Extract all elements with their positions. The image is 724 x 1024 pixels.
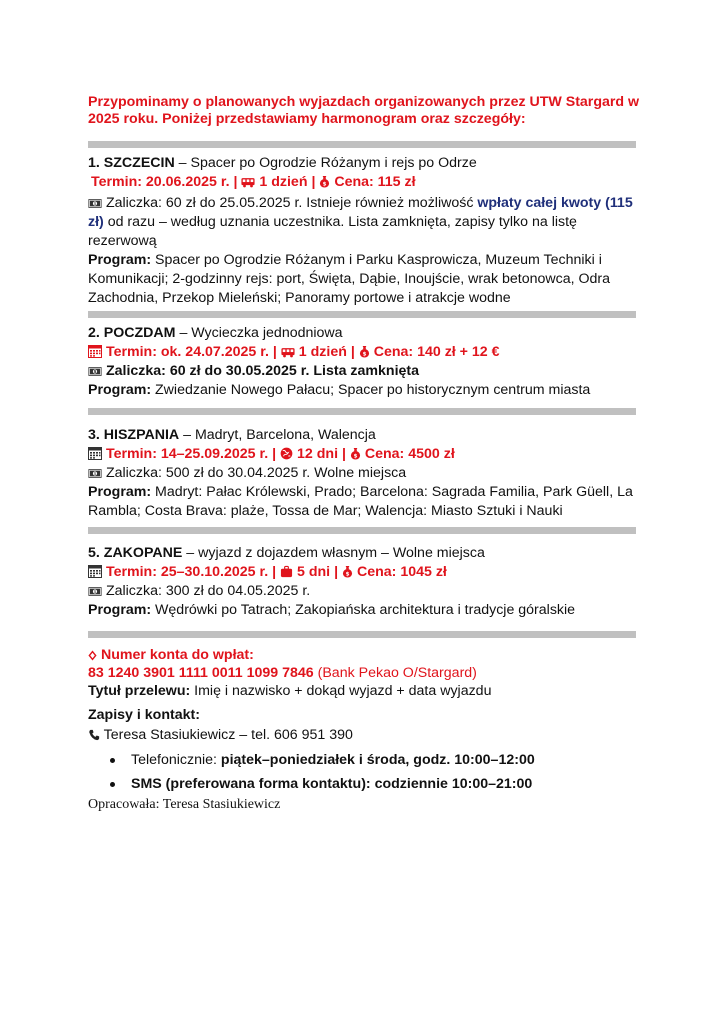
section-separator [88,527,636,534]
moneybag-icon [359,345,370,358]
separator-text: | [334,564,339,580]
deposit-highlight: wpłaty całej kwoty (115 zł) [88,195,633,230]
payment-and-contact [88,646,640,796]
separator-text: | [272,564,277,580]
bus-icon [281,347,295,358]
program-label: Program: [88,602,152,618]
diamond-icon [88,650,97,661]
luggage-icon [280,565,293,578]
contact-options-list [88,748,640,796]
section-separator [88,408,636,415]
list-item [88,772,640,796]
list-item [88,748,640,772]
trip-subtitle: – Wycieczka jednodniowa [175,325,343,341]
separator-text: | [272,446,277,462]
trip-title: 5. ZAKOPANE [88,545,183,561]
trip-deposit: Zaliczka: 60 zł do 30.05.2025 r. Lista zamknięta [105,363,420,379]
trip-deposit: Zaliczka: 300 zł do 04.05.2025 r. [102,583,311,599]
account-number: 83 1240 3901 1111 0011 1099 7846 [88,665,314,681]
transfer-title-label: Tytuł przelewu: [88,683,191,699]
program-label: Program: [88,382,152,398]
trip-program: Spacer po Ogrodzie Różanym i Parku Kasprowicza, Muzeum Techniki i Komunikacji; 2-godzinny rejs: port, Święta, Dąbie, Inoujście, wrak betonowca, Odra Zachodnia, Przekop Mieleński; Panoramy portowe i atrakcje wodne [88,252,611,306]
sms-contact: SMS (preferowana forma kontaktu): codziennie 10:00–21:00 [131,776,533,792]
author-note: Opracowała: Teresa Stasiukiewicz [88,797,281,812]
separator-text: | [350,344,355,360]
trip-term: Termin: 20.06.2025 r. [91,174,230,190]
program-label: Program: [88,252,152,268]
trip-price: Cena: 4500 zł [364,446,455,462]
contact-heading: Zapisy i kontakt: [88,707,200,723]
calendar-icon [88,446,102,460]
trip-poczdam [88,324,640,400]
program-label: Program: [88,484,152,500]
trip-hiszpania [88,426,640,521]
cash-icon [88,468,102,479]
trip-term: Termin: 14–25.09.2025 r. [105,446,269,462]
moneybag-icon [342,565,353,578]
transfer-title-text: Imię i nazwisko + dokąd wyjazd + data wyjazdu [190,683,492,699]
trip-deposit: Zaliczka: 500 zł do 30.04.2025 r. Wolne miejsca [102,465,407,481]
trip-title: 3. HISZPANIA [88,427,180,443]
trip-term: Termin: 25–30.10.2025 r. [105,564,269,580]
trip-subtitle: – Spacer po Ogrodzie Różanym i rejs po Odrze [174,155,477,171]
trip-subtitle: – Madryt, Barcelona, Walencja [179,427,376,443]
cash-icon [88,586,102,597]
trip-program: Zwiedzanie Nowego Pałacu; Spacer po historycznym centrum miasta [151,382,591,398]
bank-name: (Bank Pekao O/Stargard) [313,665,477,681]
separator-text: | [311,174,316,190]
trip-program: Madryt: Pałac Królewski, Prado; Barcelona: Sagrada Familia, Park Güell, La Rambla; Costa Brava: plaże, Tossa de Mar; Walencja: Miasto Sztuki i Nauki [88,484,633,519]
section-separator [88,631,636,638]
trip-price: Cena: 1045 zł [356,564,447,580]
trip-duration: 1 dzień [259,174,308,190]
trip-duration: 12 dni [297,446,339,462]
trip-price: Cena: 115 zł [334,174,416,190]
cash-icon [88,198,102,209]
contact-person: Teresa Stasiukiewicz – tel. 606 951 390 [100,727,353,743]
section-separator [88,311,636,318]
moneybag-icon [319,175,330,188]
separator-text: | [272,344,277,360]
trip-deposit: Zaliczka: 60 zł do 25.05.2025 r. Istnieje również możliwość [102,195,478,211]
moneybag-icon [350,447,361,460]
trip-title: 1. SZCZECIN [88,155,175,171]
account-label: Numer konta do wpłat: [97,647,254,663]
calendar-icon [88,344,102,358]
deposit-tail: od razu – według uznania uczestnika. Lista zamknięta, zapisy tylko na listę rezerwową [88,214,577,249]
trip-term: Termin: ok. 24.07.2025 r. [105,344,269,360]
trip-program: Wędrówki po Tatrach; Zakopiańska architektura i tradycje góralskie [151,602,576,618]
separator-text: | [341,446,346,462]
separator-text: | [233,174,238,190]
phone-icon [88,729,100,741]
cash-icon [88,366,102,377]
trip-price: Cena: 140 zł + 12 € [373,344,500,360]
intro-text: Przypominamy o planowanych wyjazdach organizowanych przez UTW Stargard w 2025 roku. Poniżej przedstawiamy harmonogram oraz szczegóły: [88,94,640,127]
trip-title: 2. POCZDAM [88,325,176,341]
section-separator [88,141,636,148]
trip-duration: 5 dni [297,564,331,580]
phone-contact-label: Telefonicznie: [131,752,221,768]
globe-icon [280,447,293,460]
bus-icon [241,177,255,188]
trip-duration: 1 dzień [298,344,347,360]
trip-szczecin [88,154,640,308]
calendar-icon [88,564,102,578]
phone-contact-hours: piątek–poniedziałek i środa, godz. 10:00–12:00 [220,752,535,768]
trip-subtitle: – wyjazd z dojazdem własnym – Wolne miejsca [182,545,485,561]
trip-zakopane [88,544,640,620]
